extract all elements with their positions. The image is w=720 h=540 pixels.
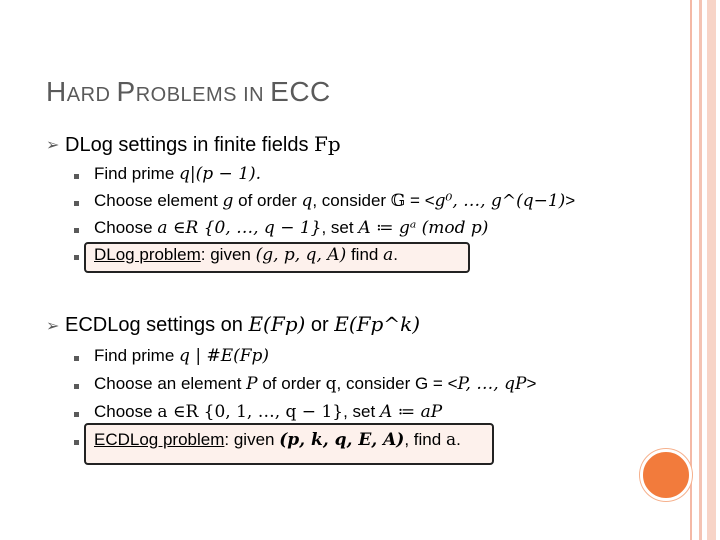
- decorative-rail-mid: [699, 0, 702, 540]
- section1-item-4: DLog problem: given (g, p, q, A) find a.: [94, 245, 398, 265]
- square-bullet-icon: [74, 412, 79, 417]
- square-bullet-icon: [74, 440, 79, 445]
- section1-item-1: Find prime q|(p − 1).: [94, 164, 262, 184]
- square-bullet-icon: [74, 228, 79, 233]
- square-bullet-icon: [74, 201, 79, 206]
- square-bullet-icon: [74, 174, 79, 179]
- section2-item-3: Choose a ∈R {0, 1, …, q − 1}, set A ≔ aP: [94, 402, 443, 422]
- ecdlog-problem-label: ECDLog problem: [94, 430, 225, 449]
- decorative-rail-wide: [707, 0, 716, 540]
- section1-item-3: Choose a ∈R {0, …, q − 1}, set A ≔ gᵃ (mod p): [94, 218, 489, 238]
- section2-item-4: ECDLog problem: given (p, k, q, E, A), find a.: [94, 430, 461, 450]
- square-bullet-icon: [74, 255, 79, 260]
- section1-heading: DLog settings in finite fields Fp: [65, 132, 341, 156]
- section1-item-2: Choose element g of order q, consider 𝔾 = <g⁰, …, g^(q−1)>: [94, 191, 576, 211]
- square-bullet-icon: [74, 356, 79, 361]
- square-bullet-icon: [74, 384, 79, 389]
- arrow-bullet-icon: ➢: [46, 318, 60, 335]
- decorative-rail-thin: [690, 0, 692, 540]
- slide-title: HARD PROBLEMS IN ECC: [46, 76, 331, 107]
- dlog-problem-label: DLog problem: [94, 245, 201, 264]
- section2-item-2: Choose an element P of order q, consider G = <P, …, qP>: [94, 374, 537, 394]
- section2-item-1: Find prime q | #E(Fp): [94, 346, 270, 366]
- arrow-bullet-icon: ➢: [46, 137, 60, 154]
- section2-heading: ECDLog settings on E(Fp) or E(Fp^k): [65, 312, 421, 336]
